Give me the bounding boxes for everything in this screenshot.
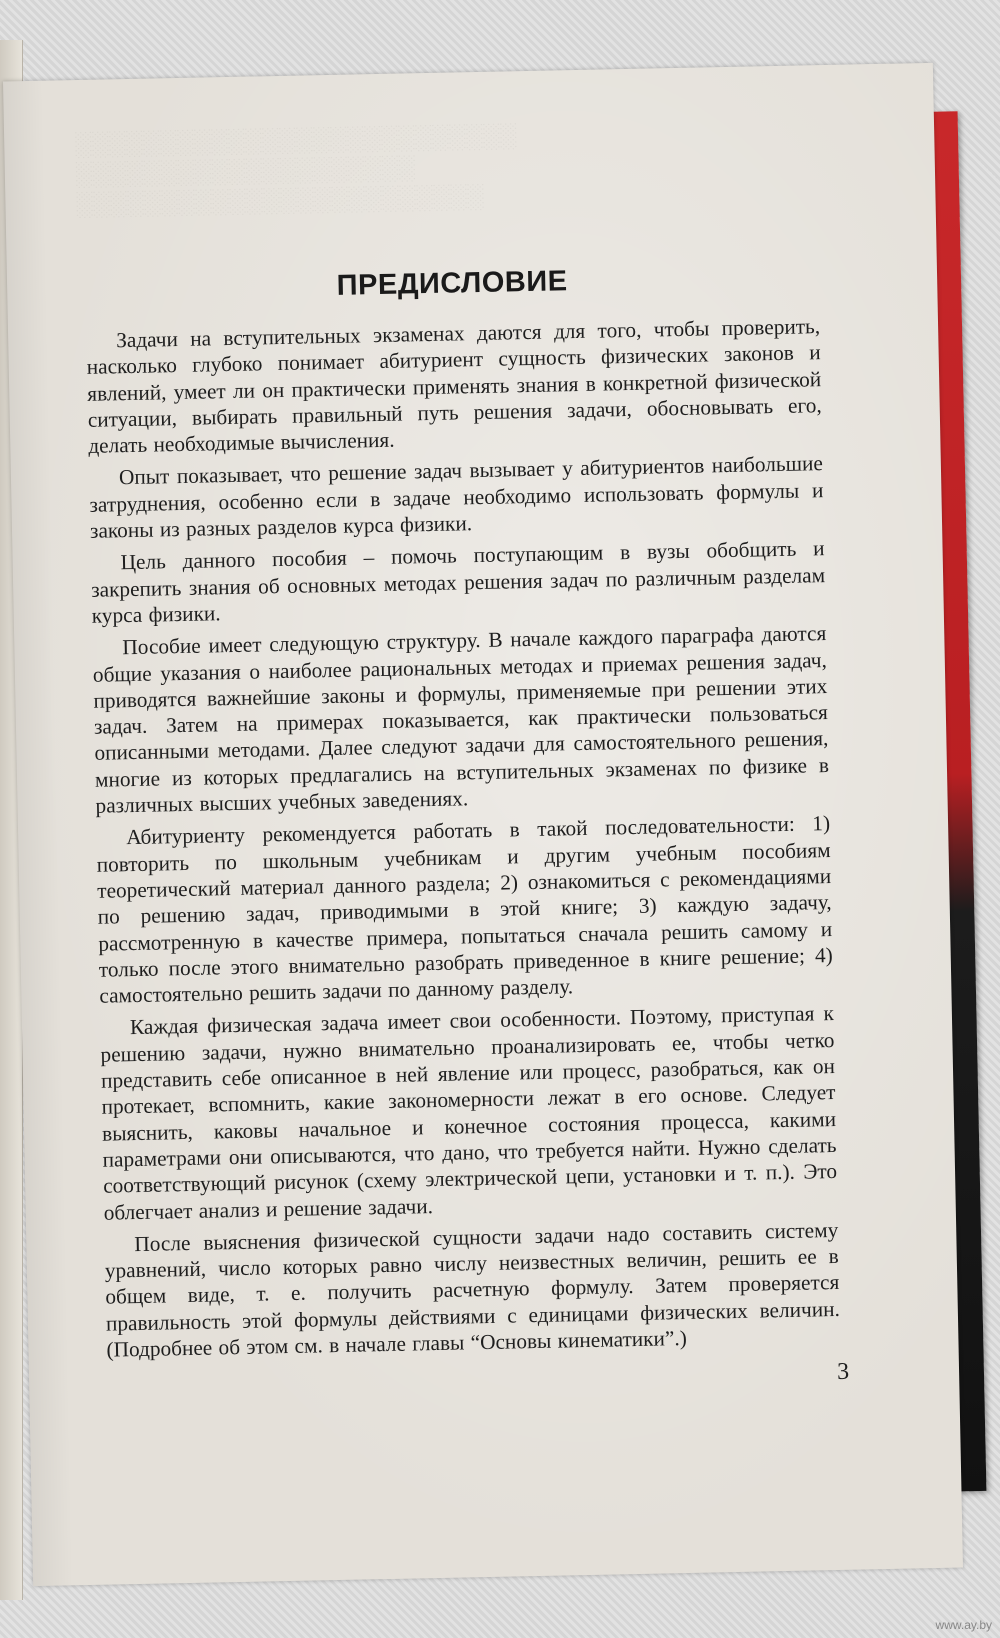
- paragraph-7: После выяснения физической сущности задачи надо составить систему уравнений, число которых равно числу неизвестных величин, решить ее в общем виде, т. е. получить расчетную формулу. Затем проверяется правильность этой формулы действиями с единицами физических величин. (Подробнее об этом см. в начале главы “Основы кинематики”.): [104, 1217, 841, 1362]
- show-through-text: ░░░░░░░░░░░░░░░░░░░░░░░░░░ ░░░░░░░░░░░░░░░░░░░░ ░░░░░░░░░░░░░░░░░░░░░░░░: [74, 123, 517, 219]
- page-content: [85, 260, 841, 1369]
- page-title: ПРЕДИСЛОВИЕ: [336, 265, 568, 302]
- site-watermark: www.ay.by: [935, 1618, 992, 1632]
- paragraph-1: Задачи на вступительных экзаменах даются для того, чтобы проверить, насколько глубоко понимает абитуриент сущность физических законов и явлений, умеет ли он практически применять знания в конкретной физической ситуации, выбирать правильный путь решения задачи, обосновывать его, делать необходимые вычисления.: [86, 314, 822, 459]
- paragraph-5: Абитуриенту рекомендуется работать в такой последовательности: 1) повторить по школьным учебникам и другим учебным пособиям теоретический материал данного раздела; 2) ознакомиться с рекомендациями по решению задач, приводимыми в этой книге; 3) каждую задачу, рассмотренную в качестве примера, попытаться сначала решить самому и только после этого внимательно разобрать приведенное в книге решение; 4) самостоятельно решить задачи по данному разделу.: [96, 811, 833, 1008]
- paragraph-4: Пособие имеет следующую структуру. В начале каждого параграфа даются общие указания о наиболее рациональных методах и приемах решения задач, приводятся важнейшие законы и формулы, применяемые при решении этих задач. Затем на примерах показывается, как практически пользоваться описанными методами. Далее следуют задачи для самостоятельного решения, многие из которых предлагались на вступительных экзаменах по физике в различных высших учебных заведениях.: [92, 621, 830, 818]
- page-number: 3: [836, 1358, 850, 1386]
- paragraph-3: Цель данного пособия – помочь поступающим в вузы обобщить и закрепить знания об основных методах решения задач по различным разделам курса физики.: [90, 536, 826, 628]
- book-page: [3, 63, 963, 1586]
- paragraph-2: Опыт показывает, что решение задач вызывает у абитуриентов наибольшие затруднения, особенно если в задаче необходимо использовать формулы и законы из разных разделов курса физики.: [89, 451, 824, 543]
- paragraph-6: Каждая физическая задача имеет свои особенности. Поэтому, приступая к решению задачи, нужно внимательно проанализировать ее, чтобы четко представить себе описанное в ней явление или процесс, разобраться, как он протекает, вспомнить, какие закономерности лежат в его основе. Следует выяснить, каковы начальное и конечное состояния процесса, какими параметрами они описываются, что дано, что требуется найти. Нужно сделать соответствующий рисунок (схему электрической цепи, установки и т. п.). Это облегчает анализ и решение задачи.: [100, 1001, 838, 1225]
